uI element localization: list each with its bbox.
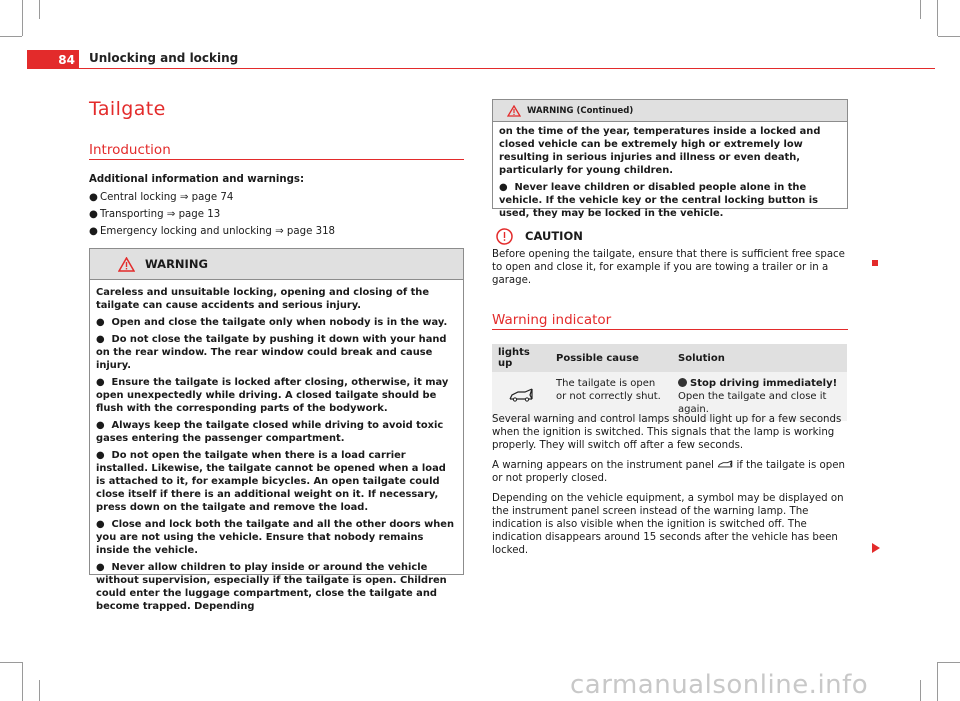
warning-triangle-icon (118, 257, 135, 272)
bullet-dot: ● (96, 317, 112, 328)
page-title: Tailgate (89, 98, 166, 120)
warning-continued-header (493, 100, 847, 122)
header-rule (27, 68, 935, 69)
paragraph (492, 459, 852, 485)
crop-mark (39, 0, 40, 19)
section-heading-warning-indicator: Warning indicator (492, 312, 612, 328)
column-header: lights up (492, 344, 550, 372)
warning-item-text: Never allow children to play inside or around the vehicle without supervision, especially if the tailgate is open. Children could enter the luggage compartment, close the tailgate and become trapped. Depending (96, 562, 447, 612)
bullet-dot: ● (96, 519, 112, 530)
section-rule (89, 159, 464, 160)
solution-text: Open the tailgate and close it again. (678, 391, 827, 415)
warning-item-text: Close and lock both the tailgate and all the other doors when you are not using the vehicle. Ensure that nobody remains inside the vehicle. (96, 519, 455, 556)
crop-mark (938, 662, 960, 663)
paragraph: Depending on the vehicle equipment, a symbol may be displayed on the instrument panel screen instead of the warning lamp. The indication is also visible when the ignition is switched off. The indication disappears around 15 seconds after the vehicle has been locked. (492, 493, 844, 556)
list-item-text: Transporting ⇒ page 13 (100, 209, 221, 220)
list-item-text: Emergency locking and unlocking ⇒ page 318 (100, 226, 336, 237)
crop-mark (0, 36, 22, 37)
bullet-dot: ● (96, 377, 112, 388)
warning-item (96, 316, 457, 329)
list-item-text: Central locking ⇒ page 74 (100, 192, 234, 203)
paragraph-part: if the tailgate is open or not properly closed. (492, 460, 845, 484)
warning-item (96, 376, 457, 415)
bullet-dot: ● (96, 420, 112, 431)
page-number: 84 (27, 50, 79, 69)
crop-mark (920, 680, 921, 701)
table-header-row (492, 344, 847, 372)
paragraph-part: A warning appears on the instrument panel (492, 460, 714, 471)
bullet-dot: ● (89, 209, 98, 220)
continue-arrow-icon (872, 543, 880, 553)
warning-item-text: Open and close the tailgate only when nobody is in the way. (111, 317, 448, 328)
body-text (492, 413, 852, 564)
car-tailgate-open-icon (717, 460, 733, 469)
warning-continued-label: WARNING (Continued) (527, 105, 634, 116)
warning-continued-lead: on the time of the year, temperatures inside a locked and closed vehicle can be extremely high or extremely low resulting in serious injuries and illness or even death, particularly for young children. (499, 126, 821, 176)
bullet-dot: ● (96, 562, 112, 573)
crop-mark (937, 0, 938, 36)
crop-mark (22, 0, 23, 36)
section-rule (492, 329, 848, 330)
column-header: Solution (672, 344, 847, 372)
warning-item-text: Never leave children or disabled people alone in the vehicle. If the vehicle key or the central locking button is used, they may be locked in the vehicle. (499, 182, 818, 219)
warning-continued-body (493, 122, 847, 220)
bullet-dot: ● (96, 334, 112, 345)
caution-header (492, 226, 852, 246)
table-cell-cause: The tailgate is open or not correctly shut. (550, 372, 672, 421)
warning-item (96, 449, 457, 514)
warning-lead: Careless and unsuitable locking, opening and closing of the tailgate can cause accidents and serious injury. (96, 287, 430, 311)
intro-lead: Additional information and warnings: (89, 174, 305, 185)
end-of-section-marker (872, 260, 878, 266)
bullet-dot: ● (499, 182, 515, 193)
indicator-table (492, 344, 847, 421)
caution-text: Before opening the tailgate, ensure that there is sufficient free space to open and close it, for example if you are towing a trailer or in a garage. (492, 249, 845, 286)
car-tailgate-open-icon (508, 388, 534, 402)
warning-body (90, 280, 463, 613)
warning-continued-box (492, 99, 848, 219)
warning-item-text: Do not close the tailgate by pushing it down with your hand on the rear window. The rear window could break and cause injury. (96, 334, 447, 371)
warning-item-text: Always keep the tailgate closed while driving to avoid toxic gases entering the passenger compartment. (96, 420, 444, 444)
warning-item (499, 181, 841, 220)
warning-label: WARNING (145, 257, 208, 271)
crop-mark (938, 36, 960, 37)
warning-item (96, 333, 457, 372)
warning-item (96, 518, 457, 557)
crop-mark (22, 662, 23, 701)
warning-box (89, 248, 464, 612)
stop-circle-icon (678, 378, 687, 387)
caution-label: CAUTION (525, 229, 583, 243)
column-header: Possible cause (550, 344, 672, 372)
bullet-dot: ● (89, 226, 98, 237)
crop-mark (39, 680, 40, 701)
crop-mark (937, 662, 938, 701)
warning-triangle-icon (507, 105, 521, 117)
section-heading-introduction: Introduction (89, 142, 171, 158)
bullet-dot: ● (96, 450, 112, 461)
crop-mark (920, 0, 921, 19)
bullet-dot: ● (89, 192, 98, 203)
warning-item (96, 419, 457, 445)
caution-block (492, 226, 852, 287)
caution-exclamation-icon (496, 228, 513, 245)
crop-mark (0, 662, 22, 663)
running-header: Unlocking and locking (89, 51, 239, 65)
solution-bold: Stop driving immediately! (690, 378, 838, 389)
warning-header (90, 249, 463, 280)
watermark: carmanualsonline.info (570, 670, 869, 700)
warning-item (96, 561, 457, 613)
paragraph: Several warning and control lamps should light up for a few seconds when the ignition is switched. This signals that the lamp is working properly. They will switch off after a few seconds. (492, 414, 842, 451)
warning-item-text: Ensure the tailgate is locked after closing, otherwise, it may open unexpectedly while driving. A closed tailgate should be flush with the corresponding parts of the bodywork. (96, 377, 449, 414)
warning-item-text: Do not open the tailgate when there is a load carrier installed. Likewise, the tailgate cannot be opened when a load is attached to it, for example bicycles. An open tailgate could close itself if there is an additional weight on it. If necessary, press down on the tailgate and remove the load. (96, 450, 446, 513)
